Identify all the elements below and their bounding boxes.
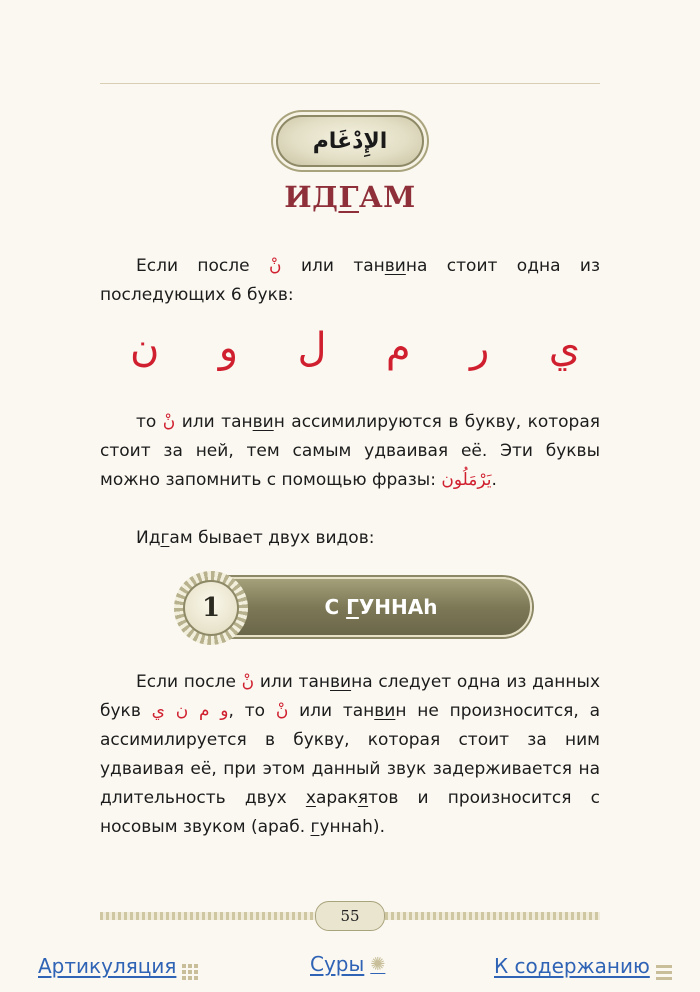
text-underlined: Г	[346, 595, 359, 619]
nun-sukun: نْ	[269, 256, 282, 276]
text: тов и произносится с носовым звуком (араб.	[100, 788, 600, 837]
text-underlined: ви	[252, 412, 274, 432]
text: Ид	[136, 528, 161, 548]
text: или тан	[300, 256, 385, 276]
nun-sukun: نْ	[241, 672, 255, 692]
text-underlined: я	[357, 788, 369, 808]
nun-sukun: نْ	[162, 412, 176, 432]
paragraph-assimilation	[100, 408, 600, 495]
text-underlined: г	[310, 817, 320, 837]
letter-ra: ر	[470, 325, 490, 371]
text: С	[324, 595, 347, 619]
arabic-title: الإِدْغَام	[312, 128, 388, 154]
text-underlined: г	[160, 528, 170, 548]
idgham-letters	[130, 318, 580, 378]
text: , то	[228, 701, 266, 721]
text-underlined: ви	[374, 701, 396, 721]
page-title	[0, 180, 700, 214]
nav-link-articulation[interactable]	[38, 952, 198, 980]
section-label	[324, 595, 437, 619]
footer-divider-right	[385, 912, 600, 920]
text: или тан	[299, 701, 375, 721]
arabic-title-badge	[276, 115, 424, 167]
footer-divider-left	[100, 912, 315, 920]
page-number: 55	[315, 901, 385, 931]
text: на стоит одна из последующих 6 букв:	[100, 256, 601, 305]
title-part-2: Г	[338, 180, 359, 214]
text: Если после	[136, 256, 250, 276]
text: уннаh).	[319, 817, 385, 837]
letter-nun: ن	[130, 325, 160, 371]
text: н ассимилируются в букву, которая стоит за ней, тем самым удваивая её. Эти буквы можно запомнить с помощью фразы:	[100, 412, 600, 490]
section-number: 1	[183, 580, 239, 636]
paragraph-types	[100, 524, 600, 553]
letter-mim: م	[385, 325, 411, 371]
nav-link-contents[interactable]	[494, 952, 672, 980]
menu-lines-icon	[656, 952, 672, 980]
text: арак	[315, 788, 358, 808]
text: или тан	[259, 672, 330, 692]
text: то	[136, 412, 157, 432]
nav-link-label[interactable]: К содержанию	[494, 954, 650, 978]
paragraph-intro	[100, 252, 600, 310]
top-divider	[100, 83, 600, 84]
text-underlined: х	[305, 788, 316, 808]
nav-link-surahs[interactable]	[310, 952, 385, 976]
text-underlined: ви	[330, 672, 352, 692]
title-part-1: ИД	[284, 180, 339, 214]
paragraph-ghunnah	[100, 668, 600, 842]
nav-link-label[interactable]: Артикуляция	[38, 954, 177, 978]
text-underlined: ви	[384, 256, 406, 276]
letter-ya: ي	[548, 325, 580, 371]
letter-lam: ل	[297, 325, 327, 371]
text: .	[491, 470, 497, 490]
flower-icon: ✺	[370, 953, 386, 975]
text: н не произносится, а ассимилируется в букву, которая стоит за ним удваивая её, при этом данный звук задерживается на длительность двух	[100, 701, 600, 808]
section-header-bar	[200, 577, 532, 637]
title-part-3: АМ	[358, 180, 416, 214]
letter-waw: و	[218, 325, 239, 371]
text: на следует одна из данных букв	[100, 672, 601, 721]
nun-sukun: نْ	[275, 701, 289, 721]
grid-dots-icon	[182, 952, 198, 980]
text: Если после	[136, 672, 236, 692]
text: УННАh	[358, 595, 438, 619]
text: ам бывает двух видов:	[169, 528, 375, 548]
section-number-medallion	[174, 571, 248, 645]
ghunnah-letters: و م ن ي	[151, 701, 229, 721]
nav-link-label[interactable]: Суры	[310, 952, 365, 976]
mnemonic-phrase: يَرْمَلُون	[441, 470, 492, 490]
text: или тан	[181, 412, 253, 432]
